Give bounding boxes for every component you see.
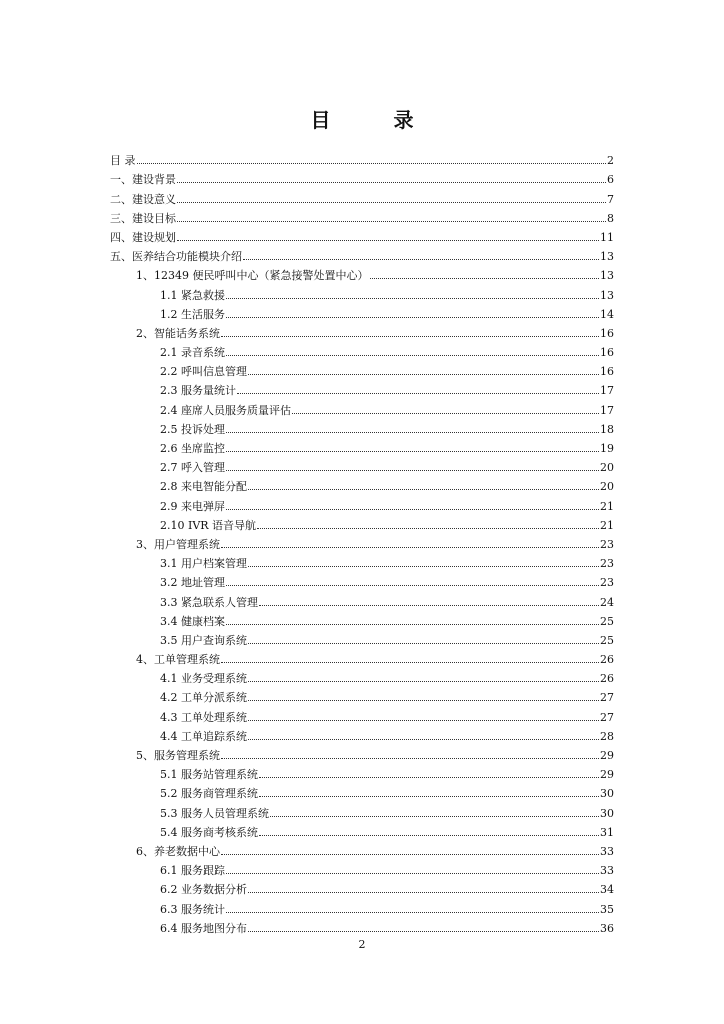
toc-entry[interactable] <box>110 839 614 858</box>
toc-entry-page: 19 <box>600 442 614 455</box>
toc-entry[interactable] <box>110 916 614 935</box>
toc-entry[interactable] <box>110 570 614 589</box>
toc-entry-page: 17 <box>600 384 614 398</box>
toc-entry[interactable] <box>110 378 614 397</box>
toc-entry[interactable] <box>110 551 614 570</box>
toc-entry-page: 24 <box>600 595 614 609</box>
toc-entry-label: 2.10 IVR 语音导航 <box>160 518 257 532</box>
toc-entry[interactable] <box>110 417 614 436</box>
toc-dot-leader <box>292 413 599 414</box>
toc-entry-page: 26 <box>600 653 614 667</box>
toc-entry-label: 2.1 录音系统 <box>160 346 225 360</box>
toc-entry-label: 3.5 用户查询系统 <box>160 633 247 647</box>
toc-dot-leader <box>243 259 599 260</box>
toc-entry-page: 16 <box>600 326 614 340</box>
toc-entry[interactable] <box>110 820 614 839</box>
toc-entry-page: 13 <box>600 269 614 283</box>
toc-dot-leader <box>248 892 599 893</box>
toc-dot-leader <box>248 643 599 644</box>
toc-entry-page: 16 <box>600 346 614 360</box>
toc-dot-leader <box>237 393 599 394</box>
toc-entry-label: 4.3 工单处理系统 <box>160 710 247 724</box>
toc-dot-leader <box>248 720 599 721</box>
toc-entry-page: 29 <box>600 768 614 782</box>
toc-entry-page: 23 <box>600 576 614 590</box>
toc-entry-label: 1、12349 便民呼叫中心（紧急接警处置中心） <box>136 269 369 283</box>
toc-entry[interactable] <box>110 244 614 263</box>
toc-entry[interactable] <box>110 225 614 244</box>
toc-entry-label: 四、建设规划 <box>110 230 176 244</box>
toc-entry-page: 23 <box>600 537 614 551</box>
toc-dot-leader <box>270 816 599 817</box>
toc-entry[interactable] <box>110 263 614 282</box>
toc-entry[interactable] <box>110 589 614 608</box>
toc-entry[interactable] <box>110 436 614 455</box>
toc-entry[interactable] <box>110 282 614 301</box>
toc-entry-page: 2 <box>607 154 614 168</box>
toc-entry[interactable] <box>110 532 614 551</box>
toc-entry-label: 2.6 坐席监控 <box>160 442 225 455</box>
toc-entry-label: 5.4 服务商考核系统 <box>160 825 258 839</box>
toc-entry[interactable] <box>110 781 614 800</box>
toc-entry-page: 33 <box>600 864 614 878</box>
toc-entry-page: 29 <box>600 749 614 762</box>
toc-entry[interactable] <box>110 206 614 225</box>
toc-entry-page: 21 <box>600 499 614 513</box>
toc-entry-page: 27 <box>600 691 614 705</box>
toc-entry-label: 2.5 投诉处理 <box>160 422 225 436</box>
toc-dot-leader <box>226 470 599 471</box>
page-number: 2 <box>358 938 366 951</box>
toc-dot-leader <box>177 202 606 203</box>
toc-entry-page: 11 <box>600 230 614 244</box>
toc-entry-label: 4.1 业务受理系统 <box>160 672 247 686</box>
toc-entry-label: 2.2 呼叫信息管理 <box>160 365 247 379</box>
toc-entry[interactable] <box>110 858 614 877</box>
toc-entry-page: 36 <box>600 921 614 935</box>
page-title: 目 录 <box>310 108 442 132</box>
toc-dot-leader <box>226 585 599 586</box>
toc-dot-leader <box>259 835 599 836</box>
toc-entry-page: 13 <box>600 288 614 302</box>
toc-entry-label: 2.7 呼入管理 <box>160 461 225 475</box>
toc-dot-leader <box>177 240 599 241</box>
toc-entry-label: 5.3 服务人员管理系统 <box>160 806 269 820</box>
toc-dot-leader <box>226 432 599 433</box>
toc-entry-label: 3、用户管理系统 <box>136 537 220 551</box>
toc-entry-label: 一、建设背景 <box>110 173 176 187</box>
toc-entry-label: 6.1 服务跟踪 <box>160 864 225 878</box>
toc-dot-leader <box>257 528 599 529</box>
toc-dot-leader <box>226 317 599 318</box>
toc-entry-label: 4、工单管理系统 <box>136 653 220 667</box>
toc-dot-leader <box>177 221 606 222</box>
toc-dot-leader <box>259 796 599 797</box>
toc-dot-leader <box>177 182 606 183</box>
toc-entry-page: 25 <box>600 614 614 628</box>
toc-entry-label: 5.2 服务商管理系统 <box>160 787 258 801</box>
toc-entry-label: 3.3 紧急联系人管理 <box>160 595 258 609</box>
toc-entry-label: 2、智能话务系统 <box>136 326 220 340</box>
toc-entry[interactable] <box>110 704 614 723</box>
toc-dot-leader <box>370 278 600 279</box>
toc-dot-leader <box>221 336 599 337</box>
toc-entry-label: 4.4 工单追踪系统 <box>160 729 247 743</box>
toc-dot-leader <box>248 700 599 701</box>
toc-entry[interactable] <box>110 743 614 762</box>
toc-entry[interactable] <box>110 397 614 416</box>
toc-entry-page: 28 <box>600 729 614 743</box>
toc-dot-leader <box>221 547 599 548</box>
toc-entry-page: 26 <box>600 672 614 686</box>
toc-dot-leader <box>137 163 607 164</box>
toc-entry[interactable] <box>110 609 614 628</box>
toc-entry[interactable] <box>110 724 614 743</box>
toc-dot-leader <box>226 298 599 299</box>
toc-entry-page: 30 <box>600 787 614 801</box>
toc-entry-label: 2.9 来电弹屏 <box>160 499 225 513</box>
toc-entry[interactable] <box>110 877 614 896</box>
toc-entry-label: 1.2 生活服务 <box>160 307 225 321</box>
toc-entry-page: 20 <box>600 480 614 494</box>
toc-entry[interactable] <box>110 800 614 819</box>
toc-entry[interactable] <box>110 666 614 685</box>
toc-entry-label: 6.2 业务数据分析 <box>160 883 247 897</box>
toc-entry[interactable] <box>110 167 614 186</box>
toc-dot-leader <box>226 509 599 510</box>
toc-entry-label: 2.8 来电智能分配 <box>160 480 247 494</box>
toc-entry-page: 20 <box>600 461 614 475</box>
toc-entry[interactable] <box>110 186 614 205</box>
toc-entry-label: 6.3 服务统计 <box>160 902 225 916</box>
toc-entry-label: 6、养老数据中心 <box>136 844 220 858</box>
toc-entry-page: 25 <box>600 633 614 647</box>
toc-entry[interactable] <box>110 321 614 340</box>
toc-entry-label: 目 录 <box>110 154 136 168</box>
toc-entry-page: 30 <box>600 806 614 820</box>
toc-entry-label: 4.2 工单分派系统 <box>160 691 247 705</box>
toc-entry-page: 18 <box>600 422 614 436</box>
toc-entry-page: 7 <box>607 192 614 206</box>
toc-entry-page: 23 <box>600 557 614 571</box>
toc-dot-leader <box>248 374 599 375</box>
toc-entry-page: 16 <box>600 365 614 379</box>
toc-entry-label: 3.1 用户档案管理 <box>160 557 247 571</box>
toc-entry-page: 31 <box>600 825 614 839</box>
toc-entry-page: 13 <box>600 250 614 264</box>
toc-entry[interactable] <box>110 455 614 474</box>
toc-entry-page: 34 <box>600 883 614 897</box>
toc-entry-label: 三、建设目标 <box>110 211 176 225</box>
toc-dot-leader <box>248 681 599 682</box>
toc-dot-leader <box>248 739 599 740</box>
toc-dot-leader <box>248 566 599 567</box>
toc-entry[interactable] <box>110 685 614 704</box>
toc-entry-label: 2.3 服务量统计 <box>160 384 236 398</box>
toc-entry-page: 35 <box>600 902 614 916</box>
toc-entry[interactable] <box>110 762 614 781</box>
toc-entry-label: 五、医养结合功能模块介绍 <box>110 250 242 264</box>
toc-entry-page: 21 <box>600 518 614 532</box>
toc-entry-label: 5.1 服务站管理系统 <box>160 768 258 782</box>
toc-dot-leader <box>259 777 599 778</box>
toc-entry-label: 3.4 健康档案 <box>160 614 225 628</box>
toc-entry-label: 6.4 服务地图分布 <box>160 921 247 935</box>
toc-entry[interactable] <box>110 359 614 378</box>
toc-dot-leader <box>226 451 599 452</box>
toc-entry[interactable] <box>110 474 614 493</box>
toc-dot-leader <box>259 605 599 606</box>
toc-dot-leader <box>221 758 599 759</box>
toc-dot-leader <box>226 873 599 874</box>
toc-dot-leader <box>226 355 599 356</box>
toc-dot-leader <box>221 854 599 855</box>
toc-entry-label: 二、建设意义 <box>110 192 176 206</box>
toc-entry[interactable] <box>110 896 614 915</box>
toc-entry-label: 5、服务管理系统 <box>136 749 220 762</box>
toc-entry-page: 33 <box>600 844 614 858</box>
toc-entry[interactable] <box>110 513 614 532</box>
toc-entry-page: 14 <box>600 307 614 321</box>
toc-entry[interactable] <box>110 493 614 512</box>
toc-dot-leader <box>248 931 599 932</box>
table-of-contents <box>110 148 614 935</box>
toc-entry[interactable] <box>110 340 614 359</box>
toc-entry-label: 2.4 座席人员服务质量评估 <box>160 403 291 417</box>
toc-entry[interactable] <box>110 647 614 666</box>
toc-entry[interactable] <box>110 628 614 647</box>
toc-entry-page: 6 <box>607 173 614 187</box>
toc-dot-leader <box>248 489 599 490</box>
toc-entry-page: 27 <box>600 710 614 724</box>
toc-entry-page: 17 <box>600 403 614 417</box>
toc-dot-leader <box>226 624 599 625</box>
toc-dot-leader <box>226 912 599 913</box>
toc-entry-label: 1.1 紧急救援 <box>160 288 225 302</box>
toc-entry[interactable] <box>110 302 614 321</box>
toc-dot-leader <box>221 662 599 663</box>
toc-entry[interactable] <box>110 148 614 167</box>
toc-entry-label: 3.2 地址管理 <box>160 576 225 590</box>
toc-entry-page: 8 <box>607 211 614 225</box>
